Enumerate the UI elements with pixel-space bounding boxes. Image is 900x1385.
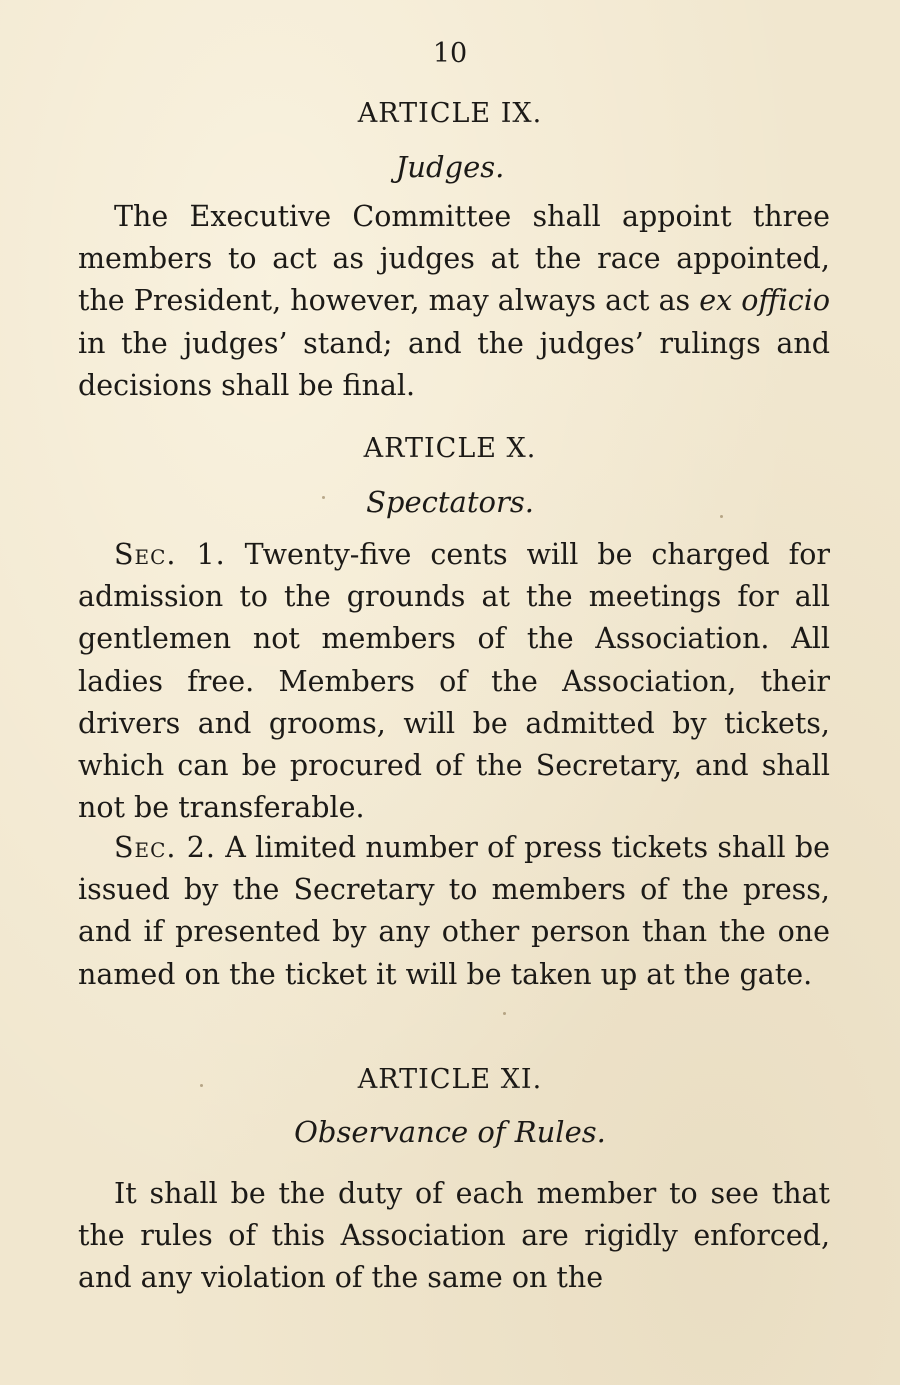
article-xi-paragraph xyxy=(78,1173,830,1300)
article-xi-title: Observance of Rules. xyxy=(294,1115,606,1149)
article-xi-text: It shall be the duty of each member to see that the rules of this Association are rigidly enforced, and any violation of the same on the xyxy=(78,1177,830,1295)
article-ix-title: Judges. xyxy=(395,150,505,184)
article-x-heading: ARTICLE X. xyxy=(363,433,537,464)
article-ix-text-2: in the judges’ stand; and the judges’ rulings and decisions shall be final. xyxy=(78,326,830,402)
section-2-label: Sec. 2. xyxy=(114,831,216,864)
article-ix-italic: ex officio xyxy=(699,284,830,318)
article-ix-paragraph xyxy=(78,196,830,407)
article-x-section-2 xyxy=(78,827,830,996)
article-ix-heading: ARTICLE IX. xyxy=(357,98,543,129)
article-xi-heading: ARTICLE XI. xyxy=(357,1064,543,1095)
paper-speck xyxy=(720,515,723,518)
article-ix-text-1: The Executive Committee shall appoint three members to act as judges at the race appointed, the President, however, may always act as xyxy=(78,200,830,318)
article-x-title: Spectators. xyxy=(366,485,534,519)
paper-speck xyxy=(503,1012,506,1015)
section-2-text: A limited number of press tickets shall be issued by the Secretary to members of the press, and if presented by any other person than the one named on the ticket it will be taken up at the gate. xyxy=(78,831,830,991)
paper-speck xyxy=(322,496,325,499)
paper-speck xyxy=(200,1084,203,1087)
section-1-text: Twenty-five cents will be charged for admission to the grounds at the meetings for all gentlemen not members of the Association. All ladies free. Members of the Association, their drivers and grooms, will be admitted by tickets, which can be procured of the Secretary, and shall not be transferable. xyxy=(78,538,830,825)
article-x-section-1 xyxy=(78,534,830,829)
page-number: 10 xyxy=(432,38,468,69)
section-1-label: Sec. 1. xyxy=(114,538,226,571)
